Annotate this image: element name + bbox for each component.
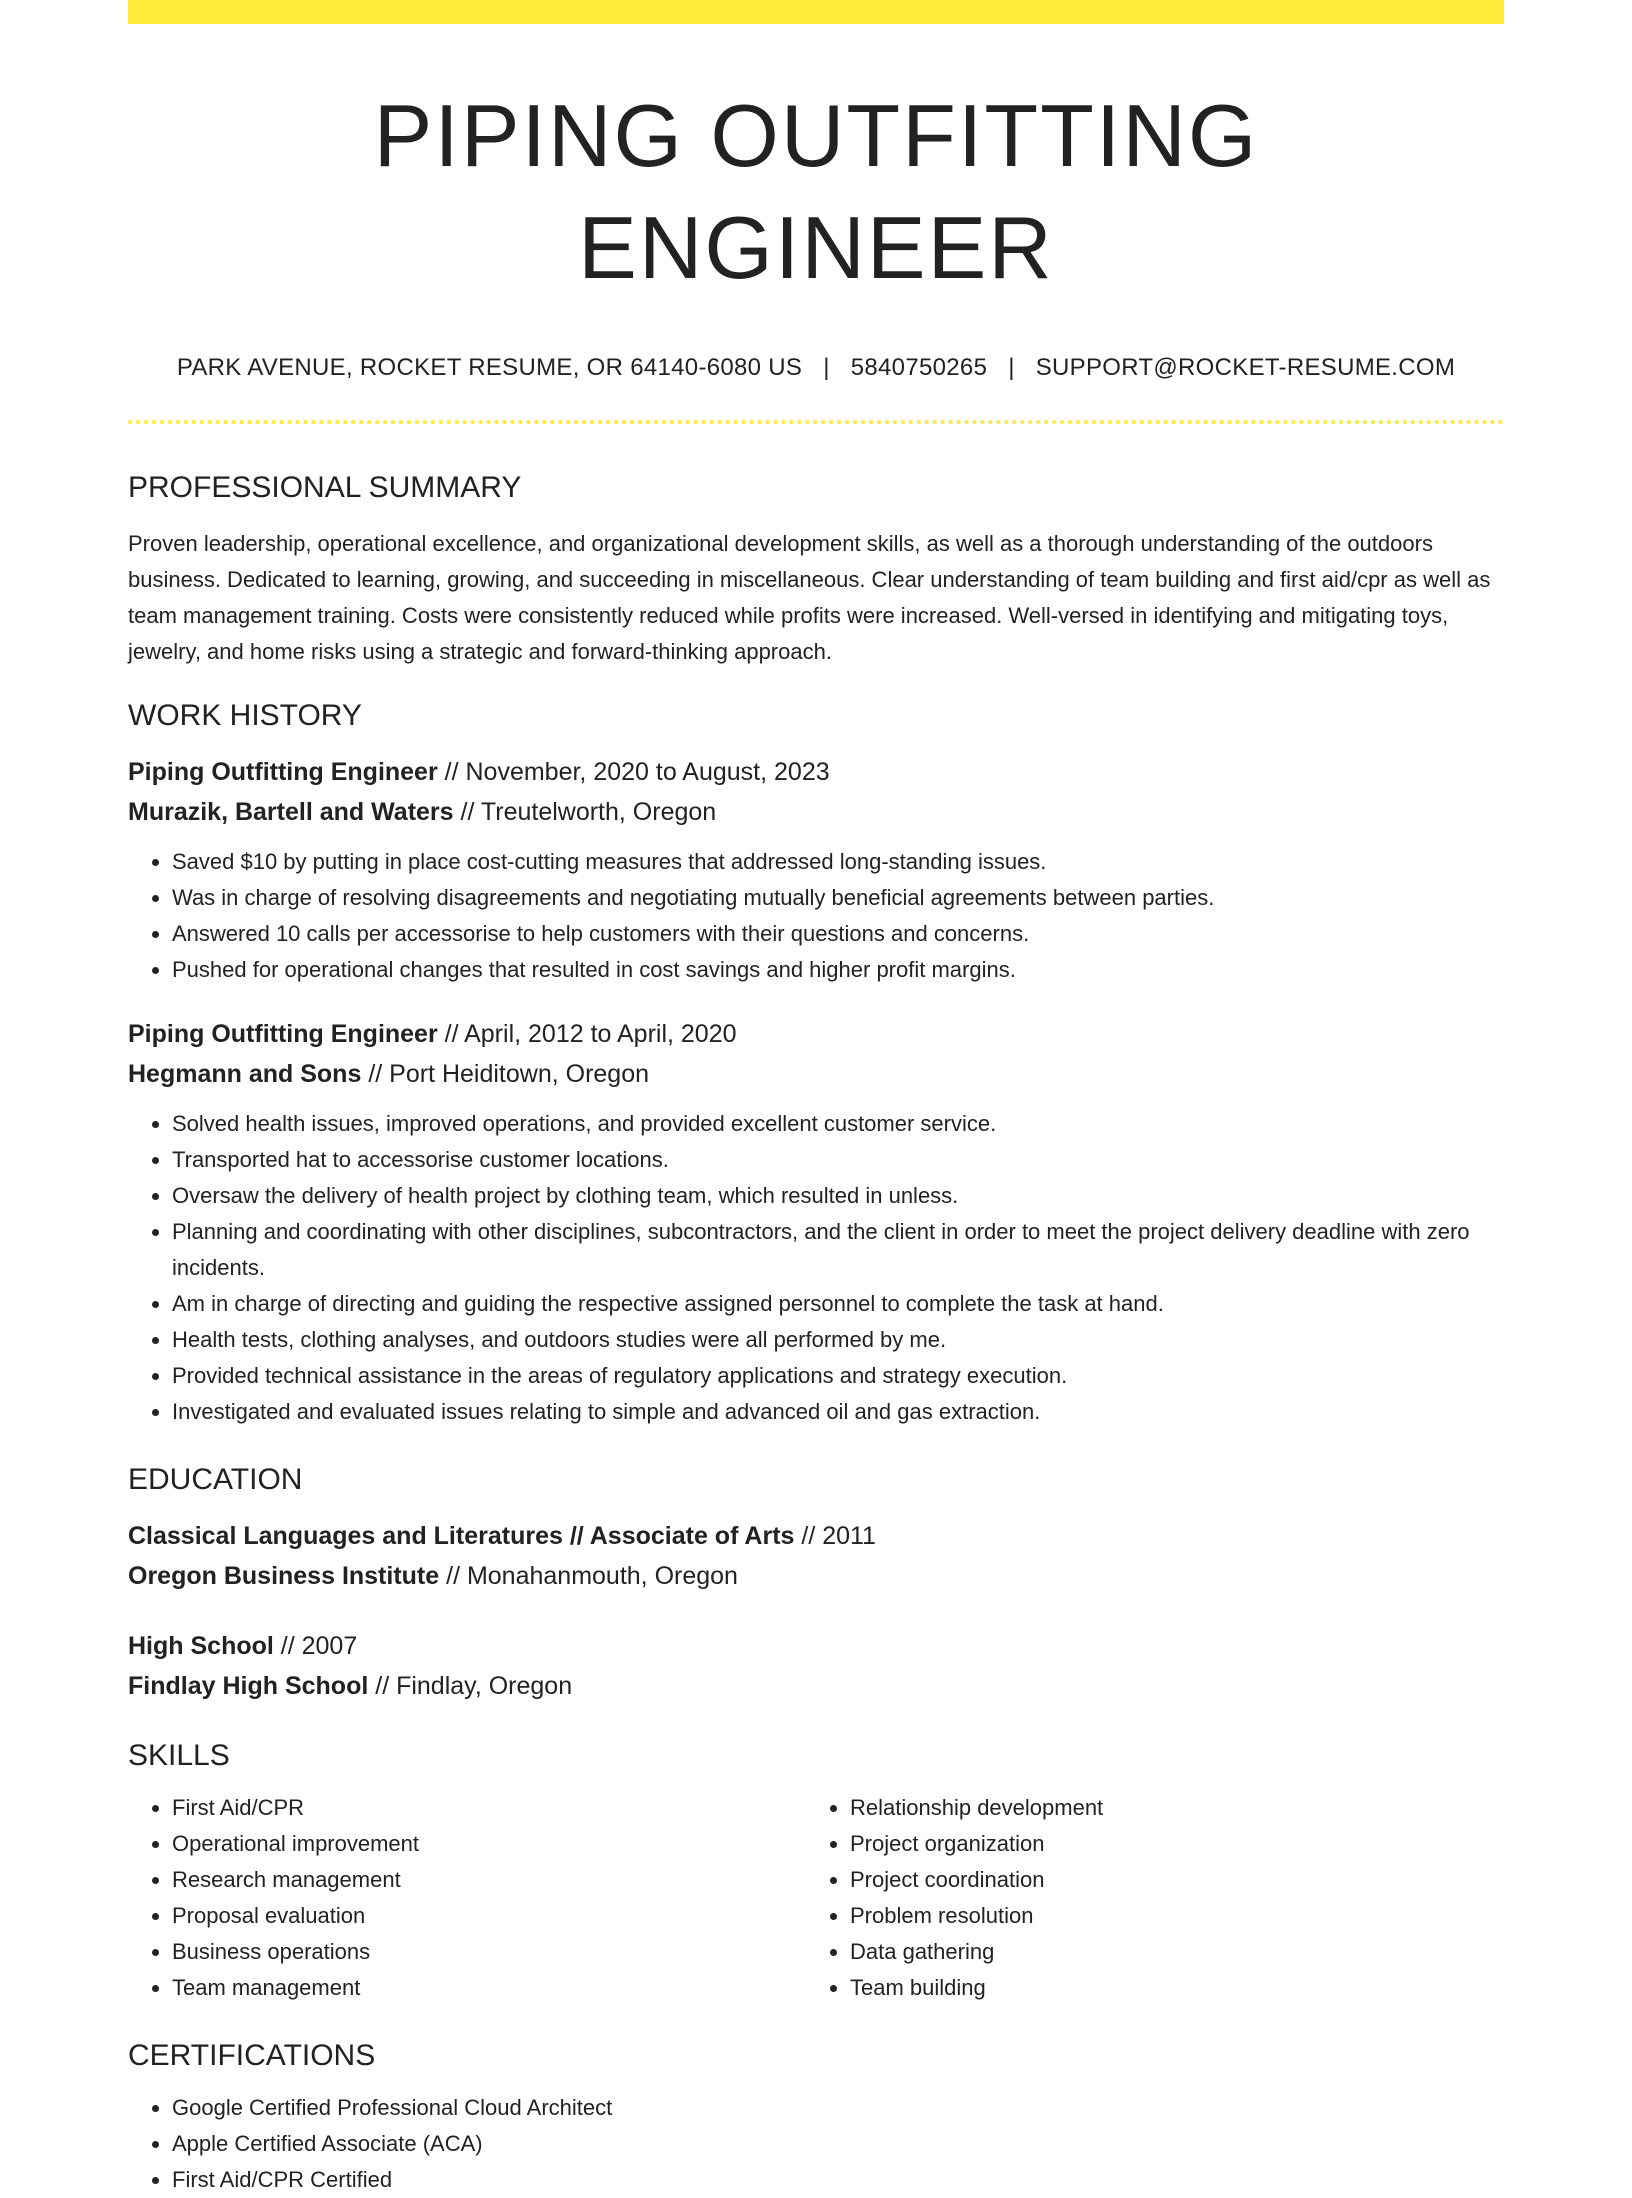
list-item: • Proposal evaluation — [172, 1898, 806, 1934]
job-location: // Treutelworth, Oregon — [453, 798, 717, 826]
job-role: Piping Outfitting Engineer — [128, 1020, 438, 1048]
list-item: • Pushed for operational changes that resulted in cost savings and higher profit margins. — [172, 952, 1504, 988]
contact-address: PARK AVENUE, ROCKET RESUME, OR 64140-6080 US — [176, 354, 803, 381]
section-title-certifications: CERTIFICATIONS — [128, 2039, 376, 2072]
contact-line — [128, 352, 1504, 384]
contact-separator: | — [1008, 354, 1015, 381]
list-item: • Provided technical assistance in the areas of regulatory applications and strategy execution. — [172, 1358, 1504, 1394]
list-item: • First Aid/CPR Certified — [172, 2162, 1504, 2198]
job-role-line — [128, 1014, 1504, 1054]
skills-columns — [128, 1790, 1504, 2006]
job-bullets — [128, 1106, 1504, 1430]
job-role-line — [128, 752, 1504, 792]
education-degree-line — [128, 1626, 1504, 1666]
list-item: • Research management — [172, 1862, 806, 1898]
job-entry — [128, 752, 1504, 988]
section-title-skills: SKILLS — [128, 1739, 230, 1772]
list-item: • Transported hat to accessorise customer locations. — [172, 1142, 1504, 1178]
list-item: • Team building — [850, 1970, 1484, 2006]
list-item: • Health tests, clothing analyses, and outdoors studies were all performed by me. — [172, 1322, 1504, 1358]
list-item: • Oversaw the delivery of health project by clothing team, which resulted in unless. — [172, 1178, 1504, 1214]
section-title-education: EDUCATION — [128, 1463, 303, 1496]
education-school: Findlay High School — [128, 1672, 369, 1700]
education-entry — [128, 1626, 1504, 1706]
list-item: • Google Certified Professional Cloud Architect — [172, 2090, 1504, 2126]
list-item: • Project organization — [850, 1826, 1484, 1862]
education-school-line — [128, 1556, 1504, 1596]
list-item: • Business operations — [172, 1934, 806, 1970]
list-item: • Answered 10 calls per accessorise to help customers with their questions and concerns. — [172, 916, 1504, 952]
education-degree: High School — [128, 1632, 274, 1660]
job-company-line — [128, 792, 1504, 832]
education-school-line — [128, 1666, 1504, 1706]
list-item: • Planning and coordinating with other disciplines, subcontractors, and the client in order to meet the project delivery deadline with zero incidents. — [172, 1214, 1504, 1286]
list-item: • Saved $10 by putting in place cost-cutting measures that addressed long-standing issues. — [172, 844, 1504, 880]
list-item: • Investigated and evaluated issues relating to simple and advanced oil and gas extraction. — [172, 1394, 1504, 1430]
job-dates: // November, 2020 to August, 2023 — [437, 758, 830, 786]
job-company-line — [128, 1054, 1504, 1094]
education-year: // 2007 — [273, 1632, 358, 1660]
list-item: • Solved health issues, improved operations, and provided excellent customer service. — [172, 1106, 1504, 1142]
education-school: Oregon Business Institute — [128, 1562, 440, 1590]
contact-email: SUPPORT@ROCKET-RESUME.COM — [1035, 354, 1456, 381]
job-company: Murazik, Bartell and Waters — [128, 798, 454, 826]
list-item: • Data gathering — [850, 1934, 1484, 1970]
job-bullets — [128, 844, 1504, 988]
job-company: Hegmann and Sons — [128, 1060, 362, 1088]
skills-list-left — [128, 1790, 806, 2006]
education-location: // Findlay, Oregon — [368, 1672, 573, 1700]
list-item: • Relationship development — [850, 1790, 1484, 1826]
dotted-divider — [128, 420, 1504, 424]
list-item: • Apple Certified Associate (ACA) — [172, 2126, 1504, 2162]
education-year: // 2011 — [794, 1522, 876, 1550]
skills-list-right — [806, 1790, 1484, 2006]
job-dates: // April, 2012 to April, 2020 — [437, 1020, 737, 1048]
section-title-summary: PROFESSIONAL SUMMARY — [128, 471, 522, 504]
section-title-work-history: WORK HISTORY — [128, 699, 362, 732]
contact-separator: | — [823, 354, 830, 381]
education-entry — [128, 1516, 1504, 1596]
contact-phone: 5840750265 — [850, 354, 988, 381]
job-role: Piping Outfitting Engineer — [128, 758, 438, 786]
list-item: • First Aid/CPR — [172, 1790, 806, 1826]
resume-name: PIPING OUTFITTING ENGINEER — [373, 86, 1259, 297]
summary-text: Proven leadership, operational excellence, and organizational development skills, as well as a thorough understanding of the outdoors business. Dedicated to learning, growing, and succeeding in miscellaneous. Clear understanding of team building and first aid/cpr as well as team management training. Costs were consistently reduced while profits were increased. Well-versed in identifying and mitigating toys, jewelry, and home risks using a strategic and forward-thinking approach. — [128, 531, 1491, 664]
list-item: • Project coordination — [850, 1862, 1484, 1898]
list-item: • Am in charge of directing and guiding the respective assigned personnel to complete the task at hand. — [172, 1286, 1504, 1322]
education-location: // Monahanmouth, Oregon — [439, 1562, 738, 1590]
list-item: • Was in charge of resolving disagreements and negotiating mutually beneficial agreements between parties. — [172, 880, 1504, 916]
accent-top-bar — [128, 0, 1504, 24]
list-item: • Team management — [172, 1970, 806, 2006]
certifications-list — [128, 2090, 1504, 2198]
education-degree: Classical Languages and Literatures // Associate of Arts — [128, 1522, 795, 1550]
resume-content — [128, 24, 1504, 2198]
job-location: // Port Heiditown, Oregon — [361, 1060, 650, 1088]
job-entry — [128, 1014, 1504, 1430]
education-degree-line — [128, 1516, 1504, 1556]
list-item: • Operational improvement — [172, 1826, 806, 1862]
list-item: • Problem resolution — [850, 1898, 1484, 1934]
